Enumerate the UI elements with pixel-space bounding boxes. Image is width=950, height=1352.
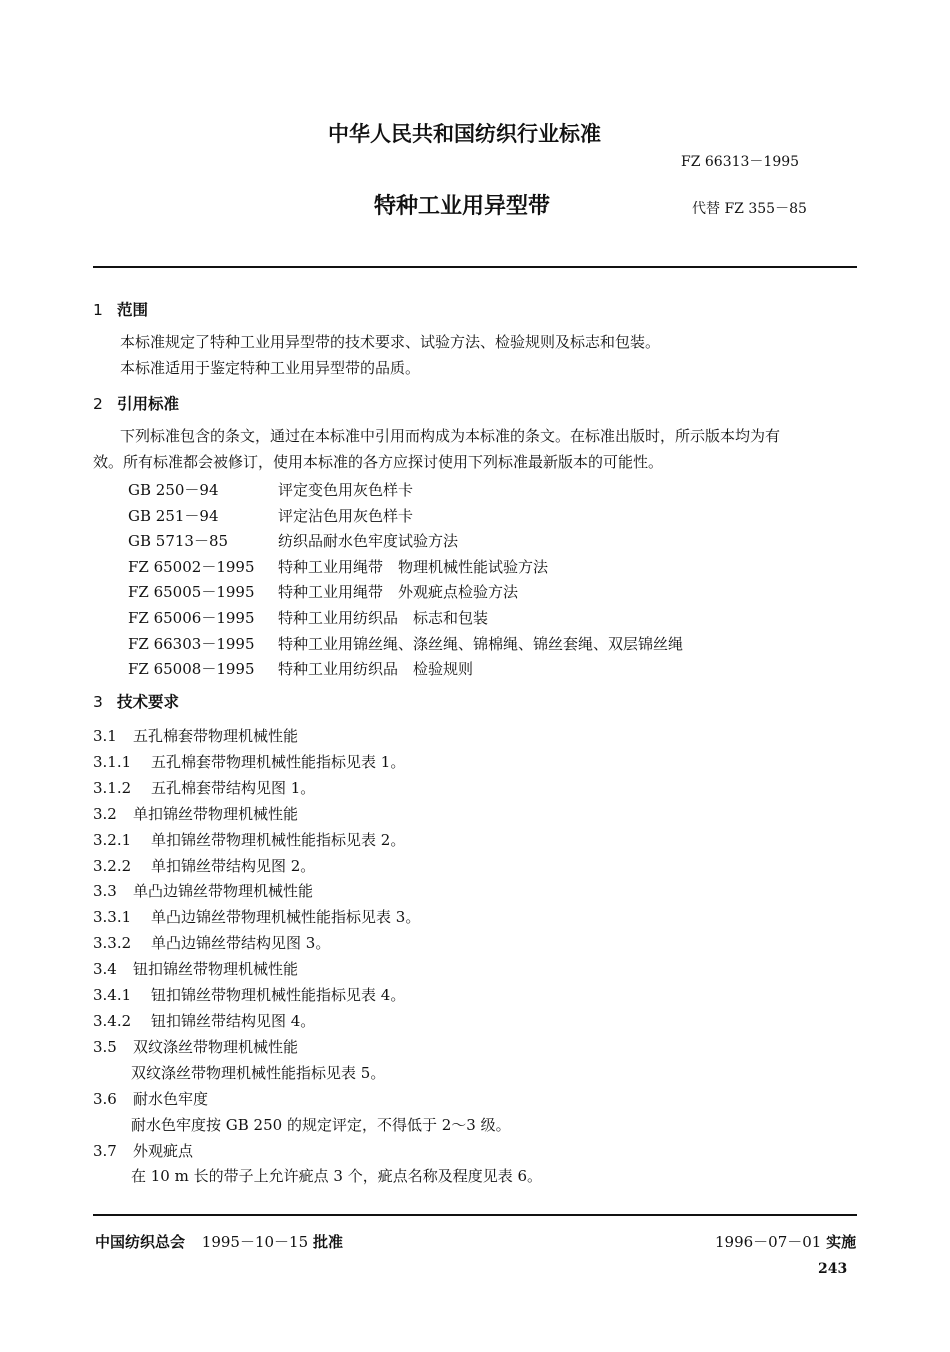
- section-1-paragraph-1: 本标准规定了特种工业用异型带的技术要求、试验方法、检验规则及标志和包装。: [120, 333, 661, 351]
- list-item: [93, 931, 542, 957]
- list-item: [93, 828, 542, 854]
- list-item: [93, 1087, 542, 1113]
- clause-text: 单扣锦丝带结构见图 2。: [151, 856, 316, 875]
- clause-number: 3.4: [93, 960, 117, 979]
- reference-code: GB 250－94: [128, 481, 219, 499]
- list-item: [128, 555, 683, 581]
- section-2-paragraph-line-2: 效。所有标准都会被修订，使用本标准的各方应探讨使用下列标准最新版本的可能性。: [93, 453, 664, 471]
- clause-number: 3.3.2: [93, 934, 132, 953]
- reference-code: FZ 65008－1995: [128, 660, 255, 679]
- clause-text: 耐水色牢度: [133, 1089, 209, 1108]
- clause-text: 钮扣锦丝带物理机械性能: [133, 960, 299, 979]
- section-2-paragraph-line-1: 下列标准包含的条文，通过在本标准中引用而构成为本标准的条文。在标准出版时，所示版本均为有: [120, 427, 781, 445]
- effective-line: [715, 1232, 856, 1252]
- list-item: [128, 632, 683, 658]
- list-item: [128, 606, 683, 632]
- list-item: [128, 504, 683, 530]
- clause-number: 3.4.2: [93, 1011, 132, 1030]
- requirements-list: [93, 724, 542, 1190]
- section-number: 2: [93, 395, 103, 413]
- reference-title: 评定沾色用灰色样卡: [278, 506, 414, 525]
- footer-rule: [93, 1214, 857, 1216]
- clause-text: 单扣锦丝带物理机械性能: [133, 804, 299, 823]
- clause-text: 五孔棉套带物理机械性能指标见表 1。: [151, 752, 406, 771]
- list-item: [128, 529, 683, 555]
- list-item: [93, 905, 542, 931]
- list-item: [93, 1113, 542, 1139]
- clause-number: 3.1.1: [93, 752, 132, 771]
- clause-text: 双纹涤丝带物理机械性能: [133, 1037, 299, 1056]
- reference-code: GB 251－94: [128, 506, 219, 525]
- reference-code: GB 5713－85: [128, 532, 229, 551]
- list-item: [93, 802, 542, 828]
- list-item: [93, 1139, 542, 1165]
- reference-title: 特种工业用纺织品 检验规则: [278, 660, 474, 679]
- header-rule: [93, 266, 857, 268]
- clause-text: 耐水色牢度按 GB 250 的规定评定，不得低于 2～3 级。: [131, 1115, 511, 1134]
- section-title: 技术要求: [117, 693, 180, 711]
- list-item: [93, 1009, 542, 1035]
- replaces-note: 代替 FZ 355－85: [692, 201, 807, 217]
- clause-number: 3.3: [93, 882, 117, 901]
- list-item: [93, 724, 542, 750]
- clause-number: 3.7: [93, 1141, 117, 1160]
- reference-title: 评定变色用灰色样卡: [278, 481, 414, 499]
- section-title: 引用标准: [117, 395, 180, 413]
- list-item: [128, 657, 683, 683]
- list-item: [93, 983, 542, 1009]
- list-item: [93, 1164, 542, 1190]
- list-item: [93, 750, 542, 776]
- section-1-paragraph-2: 本标准适用于鉴定特种工业用异型带的品质。: [120, 359, 421, 377]
- approval-label: 批准: [312, 1233, 343, 1251]
- reference-list: [128, 478, 683, 683]
- section-3-heading: [93, 692, 179, 712]
- clause-number: 3.1: [93, 727, 117, 745]
- clause-text: 钮扣锦丝带结构见图 4。: [151, 1011, 316, 1030]
- reference-code: FZ 65005－1995: [128, 583, 255, 602]
- standard-number: FZ 66313－1995: [681, 154, 800, 170]
- reference-title: 特种工业用纺织品 标志和包装: [278, 608, 489, 627]
- list-item: [93, 1061, 542, 1087]
- clause-number: 3.2.2: [93, 856, 132, 875]
- section-title: 范围: [117, 301, 149, 319]
- clause-text: 钮扣锦丝带物理机械性能指标见表 4。: [151, 986, 406, 1005]
- section-2-heading: [93, 394, 179, 414]
- list-item: [128, 478, 683, 504]
- clause-text: 在 10 m 长的带子上允许疵点 3 个，疵点名称及程度见表 6。: [131, 1167, 543, 1186]
- document-title: 特种工业用异型带: [374, 194, 551, 219]
- reference-title: 特种工业用绳带 物理机械性能试验方法: [278, 557, 549, 576]
- effective-date: 1996－07－01: [715, 1233, 822, 1251]
- clause-number: 3.2: [93, 804, 117, 823]
- org-title: 中华人民共和国纺织行业标准: [328, 122, 601, 146]
- clause-text: 外观疵点: [133, 1141, 194, 1160]
- clause-text: 单凸边锦丝带物理机械性能: [133, 882, 314, 901]
- list-item: [93, 854, 542, 880]
- list-item: [93, 776, 542, 802]
- clause-text: 双纹涤丝带物理机械性能指标见表 5。: [131, 1063, 386, 1082]
- approval-date: 1995－10－15: [201, 1233, 309, 1251]
- clause-text: 单扣锦丝带物理机械性能指标见表 2。: [151, 830, 406, 849]
- reference-code: FZ 65006－1995: [128, 608, 255, 627]
- clause-number: 3.6: [93, 1089, 117, 1108]
- issuer: 中国纺织总会: [95, 1233, 186, 1251]
- clause-number: 3.4.1: [93, 986, 132, 1005]
- reference-code: FZ 65002－1995: [128, 557, 255, 576]
- clause-number: 3.3.1: [93, 908, 132, 927]
- approval-line: [95, 1232, 343, 1252]
- list-item: [93, 1035, 542, 1061]
- list-item: [93, 879, 542, 905]
- reference-title: 纺织品耐水色牢度试验方法: [278, 532, 459, 551]
- clause-number: 3.5: [93, 1037, 117, 1056]
- clause-text: 单凸边锦丝带物理机械性能指标见表 3。: [151, 908, 421, 927]
- section-number: 1: [93, 301, 103, 319]
- reference-code: FZ 66303－1995: [128, 634, 255, 653]
- list-item: [93, 957, 542, 983]
- list-item: [128, 580, 683, 606]
- effective-label: 实施: [826, 1233, 857, 1251]
- clause-number: 3.1.2: [93, 778, 132, 797]
- section-number: 3: [93, 693, 103, 711]
- clause-text: 五孔棉套带物理机械性能: [133, 727, 299, 745]
- clause-number: 3.2.1: [93, 830, 132, 849]
- reference-title: 特种工业用绳带 外观疵点检验方法: [278, 583, 519, 602]
- section-1-heading: [93, 300, 148, 320]
- clause-text: 单凸边锦丝带结构见图 3。: [151, 934, 331, 953]
- page-number: 243: [818, 1261, 848, 1277]
- reference-title: 特种工业用锦丝绳、涤丝绳、锦棉绳、锦丝套绳、双层锦丝绳: [278, 634, 684, 653]
- clause-text: 五孔棉套带结构见图 1。: [151, 778, 316, 797]
